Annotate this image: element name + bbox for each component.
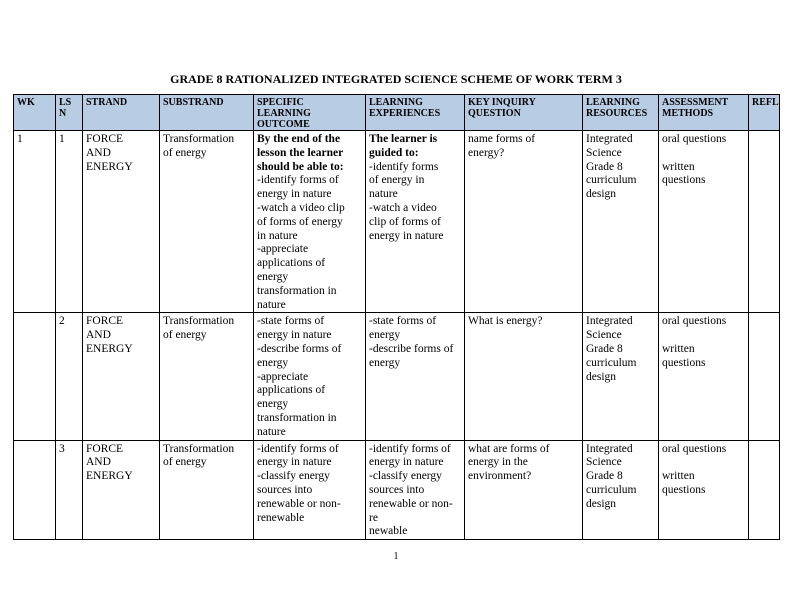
cell-learning-resources: Integrated Science Grade 8 curriculum design — [583, 440, 659, 540]
header-substrand: SUBSTRAND — [160, 95, 254, 131]
cell-key-inquiry-question: what are forms of energy in the environment? — [465, 440, 583, 540]
cell-week — [14, 440, 56, 540]
table-row — [14, 131, 780, 313]
cell-week: 1 — [14, 131, 56, 313]
header-assessment-methods: ASSESSMENT METHODS — [659, 95, 749, 131]
cell-week — [14, 313, 56, 440]
cell-key-inquiry-question: name forms of energy? — [465, 131, 583, 313]
cell-key-inquiry-question: What is energy? — [465, 313, 583, 440]
header-learning-resources: LEARNING RESOURCES — [583, 95, 659, 131]
cell-assessment-methods: oral questions written questions — [659, 313, 749, 440]
header-specific-learning-outcome: SPECIFIC LEARNING OUTCOME — [254, 95, 366, 131]
table-row — [14, 440, 780, 540]
cell-reflection — [749, 131, 780, 313]
cell-learning-experiences — [366, 131, 465, 313]
cell-learning-resources: Integrated Science Grade 8 curriculum design — [583, 131, 659, 313]
header-wk: WK — [14, 95, 56, 131]
header-learning-experiences: LEARNING EXPERIENCES — [366, 95, 465, 131]
header-key-inquiry-question: KEY INQUIRY QUESTION — [465, 95, 583, 131]
header-reflection: REFL — [749, 95, 780, 131]
cell-strand: FORCE AND ENERGY — [83, 313, 160, 440]
le-text: -identify forms of energy in nature -watch a video clip of forms of energy in nature — [369, 160, 444, 242]
cell-assessment-methods: oral questions written questions — [659, 440, 749, 540]
cell-specific-learning-outcome: -identify forms of energy in nature -classify energy sources into renewable or non- renewable — [254, 440, 366, 540]
document-title: GRADE 8 RATIONALIZED INTEGRATED SCIENCE SCHEME OF WORK TERM 3 — [170, 72, 622, 86]
cell-specific-learning-outcome — [254, 131, 366, 313]
cell-assessment-methods: oral questions written questions — [659, 131, 749, 313]
cell-learning-resources: Integrated Science Grade 8 curriculum design — [583, 313, 659, 440]
cell-learning-experiences: -state forms of energy -describe forms of energy — [366, 313, 465, 440]
cell-strand: FORCE AND ENERGY — [83, 440, 160, 540]
cell-reflection — [749, 440, 780, 540]
cell-substrand: Transformation of energy — [160, 313, 254, 440]
header-lsn: LS N — [56, 95, 83, 131]
header-strand: STRAND — [83, 95, 160, 131]
scheme-of-work-table — [13, 94, 780, 540]
cell-learning-experiences: -identify forms of energy in nature -classify energy sources into renewable or non- re newable — [366, 440, 465, 540]
cell-lesson: 1 — [56, 131, 83, 313]
page-number: 1 — [393, 551, 399, 562]
slo-intro: By the end of the lesson the learner should be able to: — [257, 133, 344, 173]
cell-strand: FORCE AND ENERGY — [83, 131, 160, 313]
cell-lesson: 3 — [56, 440, 83, 540]
slo-text: -identify forms of energy in nature -watch a video clip of forms of energy in nature -appreciate applications of energy transformation in nature — [257, 174, 345, 311]
cell-substrand: Transformation of energy — [160, 131, 254, 313]
cell-lesson: 2 — [56, 313, 83, 440]
table-row — [14, 313, 780, 440]
header-row — [14, 95, 780, 131]
cell-specific-learning-outcome: -state forms of energy in nature -describe forms of energy -appreciate applications of energy transformation in nature — [254, 313, 366, 440]
le-intro: The learner is guided to: — [369, 133, 438, 159]
cell-reflection — [749, 313, 780, 440]
cell-substrand: Transformation of energy — [160, 440, 254, 540]
